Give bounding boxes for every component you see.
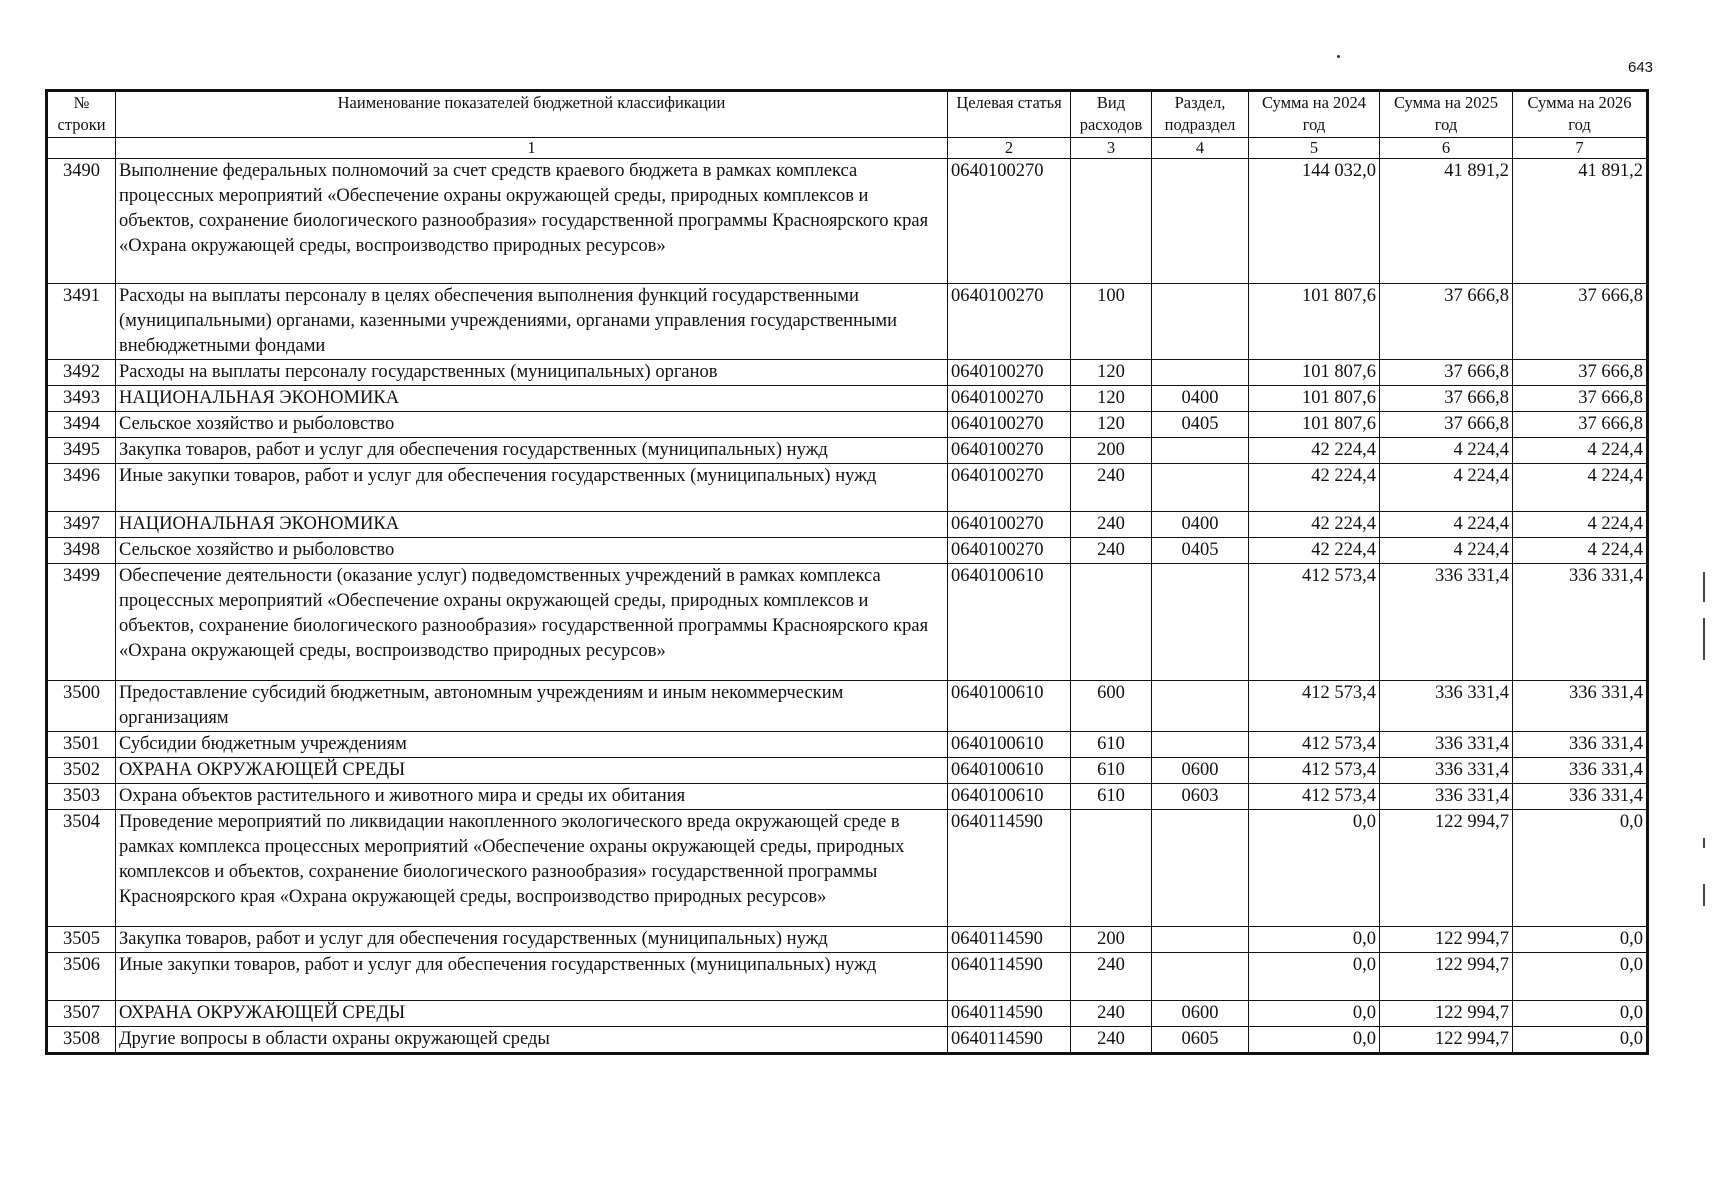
expense-type: 200 xyxy=(1071,927,1152,953)
amount-2024: 144 032,0 xyxy=(1249,159,1380,284)
amount-2025: 4 224,4 xyxy=(1380,438,1513,464)
indicator-name: НАЦИОНАЛЬНАЯ ЭКОНОМИКА xyxy=(116,512,948,538)
target-article: 0640100270 xyxy=(948,360,1071,386)
section-subsection: 0600 xyxy=(1152,1001,1249,1027)
expense-type xyxy=(1071,159,1152,284)
expense-type: 240 xyxy=(1071,953,1152,1001)
table-row xyxy=(48,284,1647,360)
amount-2025: 122 994,7 xyxy=(1380,1027,1513,1053)
section-subsection: 0405 xyxy=(1152,412,1249,438)
expense-type: 610 xyxy=(1071,732,1152,758)
row-number: 3503 xyxy=(48,784,116,810)
amount-2026: 336 331,4 xyxy=(1513,564,1647,681)
table-row xyxy=(48,360,1647,386)
table-row xyxy=(48,681,1647,732)
header-cell: Целевая статья xyxy=(948,92,1071,138)
expense-type: 120 xyxy=(1071,360,1152,386)
target-article: 0640100270 xyxy=(948,438,1071,464)
amount-2026: 336 331,4 xyxy=(1513,681,1647,732)
amount-2024: 412 573,4 xyxy=(1249,732,1380,758)
indicator-name: Проведение мероприятий по ликвидации накопленного экологического вреда окружающей среде в рамках комплекса процессных мероприятий «Обеспечение охраны окружающей среды, природных комплексов и объектов, сохранение биологического разнообразия» государственной программы Красноярского края «Охрана окружающей среды, воспроизводство природных ресурсов» xyxy=(116,810,948,927)
target-article: 0640100270 xyxy=(948,386,1071,412)
table-row xyxy=(48,538,1647,564)
column-number xyxy=(48,138,116,159)
budget-table xyxy=(47,91,1647,1053)
table-row xyxy=(48,810,1647,927)
expense-type xyxy=(1071,810,1152,927)
indicator-name: Сельское хозяйство и рыболовство xyxy=(116,538,948,564)
indicator-name: Субсидии бюджетным учреждениям xyxy=(116,732,948,758)
indicator-name: ОХРАНА ОКРУЖАЮЩЕЙ СРЕДЫ xyxy=(116,758,948,784)
indicator-name: Закупка товаров, работ и услуг для обеспечения государственных (муниципальных) нужд xyxy=(116,927,948,953)
amount-2024: 0,0 xyxy=(1249,810,1380,927)
table-row xyxy=(48,564,1647,681)
page-number: 643 xyxy=(1628,59,1654,76)
header-cell: Наименование показателей бюджетной классификации xyxy=(116,92,948,138)
amount-2025: 122 994,7 xyxy=(1380,810,1513,927)
header-cell: Раздел, подраздел xyxy=(1152,92,1249,138)
section-subsection: 0400 xyxy=(1152,386,1249,412)
scan-mark xyxy=(1703,618,1705,660)
amount-2024: 42 224,4 xyxy=(1249,512,1380,538)
amount-2024: 412 573,4 xyxy=(1249,784,1380,810)
header-cell: Сумма на 2025 год xyxy=(1380,92,1513,138)
amount-2026: 336 331,4 xyxy=(1513,784,1647,810)
amount-2026: 4 224,4 xyxy=(1513,538,1647,564)
target-article: 0640100270 xyxy=(948,412,1071,438)
amount-2025: 336 331,4 xyxy=(1380,681,1513,732)
column-number: 4 xyxy=(1152,138,1249,159)
indicator-name: Иные закупки товаров, работ и услуг для обеспечения государственных (муниципальных) нужд xyxy=(116,953,948,1001)
table-row xyxy=(48,438,1647,464)
indicator-name: Другие вопросы в области охраны окружающей среды xyxy=(116,1027,948,1053)
row-number: 3500 xyxy=(48,681,116,732)
indicator-name: Расходы на выплаты персоналу государственных (муниципальных) органов xyxy=(116,360,948,386)
indicator-name: Предоставление субсидий бюджетным, автономным учреждениям и иным некоммерческим организациям xyxy=(116,681,948,732)
table-row xyxy=(48,412,1647,438)
amount-2024: 412 573,4 xyxy=(1249,758,1380,784)
amount-2025: 336 331,4 xyxy=(1380,564,1513,681)
indicator-name: Сельское хозяйство и рыболовство xyxy=(116,412,948,438)
amount-2026: 336 331,4 xyxy=(1513,732,1647,758)
row-number: 3505 xyxy=(48,927,116,953)
amount-2024: 42 224,4 xyxy=(1249,538,1380,564)
expense-type: 240 xyxy=(1071,1027,1152,1053)
section-subsection xyxy=(1152,732,1249,758)
target-article: 0640114590 xyxy=(948,810,1071,927)
target-article: 0640100270 xyxy=(948,512,1071,538)
amount-2025: 122 994,7 xyxy=(1380,953,1513,1001)
row-number: 3504 xyxy=(48,810,116,927)
amount-2025: 37 666,8 xyxy=(1380,386,1513,412)
amount-2026: 37 666,8 xyxy=(1513,360,1647,386)
section-subsection: 0603 xyxy=(1152,784,1249,810)
expense-type: 610 xyxy=(1071,758,1152,784)
indicator-name: Расходы на выплаты персоналу в целях обеспечения выполнения функций государственными (муниципальными) органами, казенными учреждениями, органами управления государственными внебюджетными фондами xyxy=(116,284,948,360)
table-row xyxy=(48,464,1647,512)
section-subsection xyxy=(1152,681,1249,732)
table-row xyxy=(48,732,1647,758)
amount-2026: 0,0 xyxy=(1513,927,1647,953)
row-number: 3490 xyxy=(48,159,116,284)
row-number: 3501 xyxy=(48,732,116,758)
section-subsection xyxy=(1152,927,1249,953)
amount-2024: 101 807,6 xyxy=(1249,284,1380,360)
amount-2024: 42 224,4 xyxy=(1249,438,1380,464)
amount-2024: 101 807,6 xyxy=(1249,360,1380,386)
scan-mark xyxy=(1703,884,1705,906)
indicator-name: Закупка товаров, работ и услуг для обеспечения государственных (муниципальных) нужд xyxy=(116,438,948,464)
amount-2025: 122 994,7 xyxy=(1380,927,1513,953)
amount-2025: 37 666,8 xyxy=(1380,412,1513,438)
expense-type: 610 xyxy=(1071,784,1152,810)
amount-2025: 336 331,4 xyxy=(1380,784,1513,810)
scan-mark xyxy=(1703,572,1705,602)
section-subsection xyxy=(1152,438,1249,464)
amount-2025: 122 994,7 xyxy=(1380,1001,1513,1027)
table-row xyxy=(48,159,1647,284)
header-cell: Вид расходов xyxy=(1071,92,1152,138)
column-number: 5 xyxy=(1249,138,1380,159)
amount-2024: 412 573,4 xyxy=(1249,681,1380,732)
amount-2024: 101 807,6 xyxy=(1249,412,1380,438)
section-subsection: 0605 xyxy=(1152,1027,1249,1053)
expense-type: 240 xyxy=(1071,464,1152,512)
table-row xyxy=(48,1027,1647,1053)
amount-2025: 4 224,4 xyxy=(1380,512,1513,538)
expense-type: 240 xyxy=(1071,512,1152,538)
amount-2026: 37 666,8 xyxy=(1513,386,1647,412)
expense-type: 600 xyxy=(1071,681,1152,732)
target-article: 0640100610 xyxy=(948,681,1071,732)
table-row xyxy=(48,927,1647,953)
amount-2026: 4 224,4 xyxy=(1513,464,1647,512)
scan-mark xyxy=(1703,838,1705,848)
indicator-name: Выполнение федеральных полномочий за счет средств краевого бюджета в рамках комплекса процессных мероприятий «Обеспечение охраны окружающей среды, природных комплексов и объектов, сохранение биологического разнообразия» государственной программы Красноярского края «Охрана окружающей среды, воспроизводство природных ресурсов» xyxy=(116,159,948,284)
section-subsection xyxy=(1152,464,1249,512)
target-article: 0640100610 xyxy=(948,784,1071,810)
column-number: 1 xyxy=(116,138,948,159)
amount-2024: 42 224,4 xyxy=(1249,464,1380,512)
amount-2024: 0,0 xyxy=(1249,953,1380,1001)
column-number: 7 xyxy=(1513,138,1647,159)
target-article: 0640100270 xyxy=(948,284,1071,360)
section-subsection: 0600 xyxy=(1152,758,1249,784)
row-number: 3496 xyxy=(48,464,116,512)
row-number: 3507 xyxy=(48,1001,116,1027)
expense-type: 240 xyxy=(1071,538,1152,564)
indicator-name: ОХРАНА ОКРУЖАЮЩЕЙ СРЕДЫ xyxy=(116,1001,948,1027)
section-subsection xyxy=(1152,564,1249,681)
section-subsection: 0400 xyxy=(1152,512,1249,538)
table-row xyxy=(48,953,1647,1001)
amount-2025: 37 666,8 xyxy=(1380,360,1513,386)
amount-2026: 0,0 xyxy=(1513,953,1647,1001)
amount-2026: 0,0 xyxy=(1513,1027,1647,1053)
amount-2025: 41 891,2 xyxy=(1380,159,1513,284)
row-number: 3491 xyxy=(48,284,116,360)
target-article: 0640100610 xyxy=(948,758,1071,784)
target-article: 0640114590 xyxy=(948,953,1071,1001)
row-number: 3495 xyxy=(48,438,116,464)
amount-2024: 412 573,4 xyxy=(1249,564,1380,681)
amount-2025: 37 666,8 xyxy=(1380,284,1513,360)
amount-2026: 0,0 xyxy=(1513,810,1647,927)
column-number-row xyxy=(48,138,1647,159)
amount-2024: 0,0 xyxy=(1249,927,1380,953)
section-subsection xyxy=(1152,159,1249,284)
amount-2026: 0,0 xyxy=(1513,1001,1647,1027)
column-number: 3 xyxy=(1071,138,1152,159)
section-subsection xyxy=(1152,360,1249,386)
expense-type: 120 xyxy=(1071,412,1152,438)
row-number: 3492 xyxy=(48,360,116,386)
row-number: 3499 xyxy=(48,564,116,681)
table-row xyxy=(48,784,1647,810)
amount-2026: 37 666,8 xyxy=(1513,284,1647,360)
amount-2025: 4 224,4 xyxy=(1380,464,1513,512)
target-article: 0640114590 xyxy=(948,1027,1071,1053)
header-cell: № строки xyxy=(48,92,116,138)
amount-2024: 0,0 xyxy=(1249,1027,1380,1053)
target-article: 0640100610 xyxy=(948,564,1071,681)
section-subsection: 0405 xyxy=(1152,538,1249,564)
table-row xyxy=(48,758,1647,784)
row-number: 3497 xyxy=(48,512,116,538)
column-number: 2 xyxy=(948,138,1071,159)
amount-2026: 4 224,4 xyxy=(1513,512,1647,538)
amount-2025: 336 331,4 xyxy=(1380,758,1513,784)
amount-2026: 41 891,2 xyxy=(1513,159,1647,284)
expense-type xyxy=(1071,564,1152,681)
target-article: 0640100270 xyxy=(948,159,1071,284)
amount-2026: 4 224,4 xyxy=(1513,438,1647,464)
row-number: 3494 xyxy=(48,412,116,438)
header-cell: Сумма на 2026 год xyxy=(1513,92,1647,138)
amount-2024: 0,0 xyxy=(1249,1001,1380,1027)
section-subsection xyxy=(1152,953,1249,1001)
expense-type: 120 xyxy=(1071,386,1152,412)
target-article: 0640114590 xyxy=(948,927,1071,953)
target-article: 0640100610 xyxy=(948,732,1071,758)
expense-type: 240 xyxy=(1071,1001,1152,1027)
indicator-name: Иные закупки товаров, работ и услуг для обеспечения государственных (муниципальных) нужд xyxy=(116,464,948,512)
expense-type: 100 xyxy=(1071,284,1152,360)
target-article: 0640114590 xyxy=(948,1001,1071,1027)
target-article: 0640100270 xyxy=(948,538,1071,564)
indicator-name: Обеспечение деятельности (оказание услуг) подведомственных учреждений в рамках комплекса процессных мероприятий «Обеспечение охраны окружающей среды, природных комплексов и объектов, сохранение биологического разнообразия» государственной программы Красноярского края «Охрана окружающей среды, воспроизводство природных ресурсов» xyxy=(116,564,948,681)
amount-2024: 101 807,6 xyxy=(1249,386,1380,412)
indicator-name: Охрана объектов растительного и животного мира и среды их обитания xyxy=(116,784,948,810)
header-cell: Сумма на 2024 год xyxy=(1249,92,1380,138)
row-number: 3508 xyxy=(48,1027,116,1053)
target-article: 0640100270 xyxy=(948,464,1071,512)
row-number: 3493 xyxy=(48,386,116,412)
amount-2026: 37 666,8 xyxy=(1513,412,1647,438)
amount-2025: 4 224,4 xyxy=(1380,538,1513,564)
indicator-name: НАЦИОНАЛЬНАЯ ЭКОНОМИКА xyxy=(116,386,948,412)
section-subsection xyxy=(1152,810,1249,927)
row-number: 3506 xyxy=(48,953,116,1001)
row-number: 3502 xyxy=(48,758,116,784)
table-row xyxy=(48,1001,1647,1027)
column-number: 6 xyxy=(1380,138,1513,159)
header-row xyxy=(48,92,1647,138)
amount-2026: 336 331,4 xyxy=(1513,758,1647,784)
row-number: 3498 xyxy=(48,538,116,564)
scan-dot xyxy=(1337,55,1340,58)
expense-type: 200 xyxy=(1071,438,1152,464)
section-subsection xyxy=(1152,284,1249,360)
table-row xyxy=(48,512,1647,538)
amount-2025: 336 331,4 xyxy=(1380,732,1513,758)
table-row xyxy=(48,386,1647,412)
